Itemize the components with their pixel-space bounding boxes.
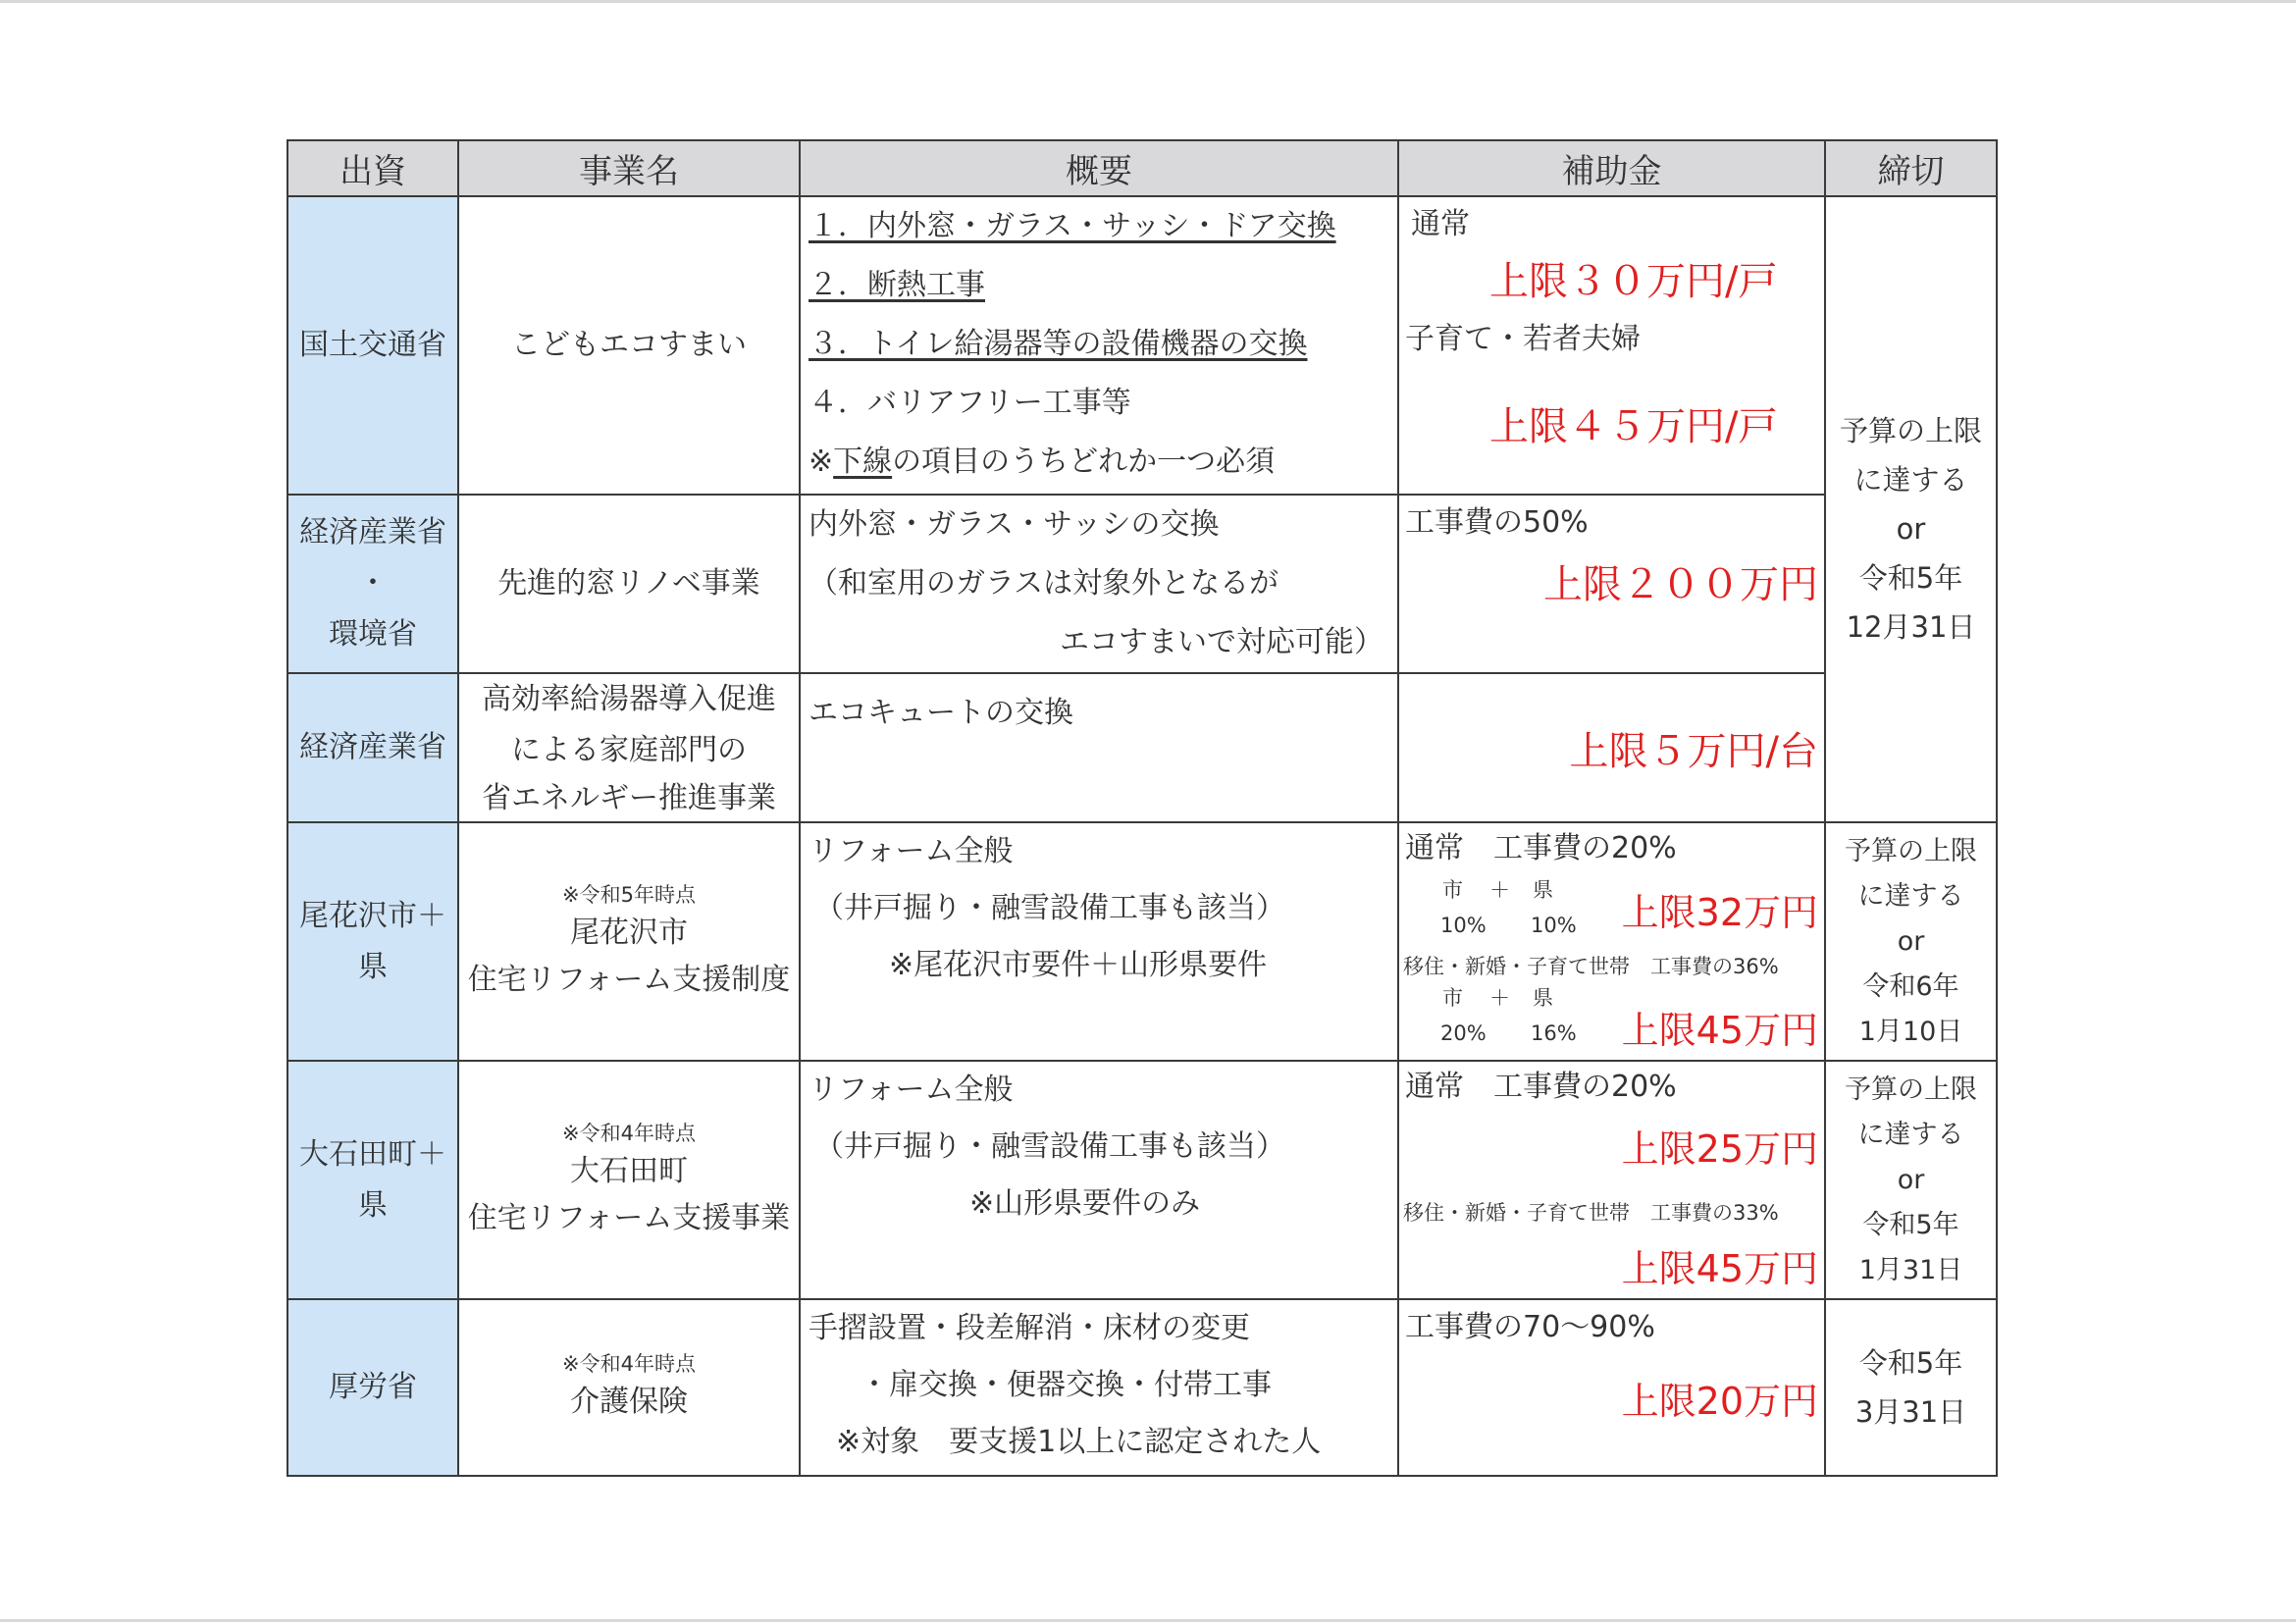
name-cell (458, 495, 800, 673)
project-name: による家庭部門の (511, 733, 747, 767)
deadline-cell (1825, 822, 1997, 1061)
subsidy-cell (1398, 1299, 1825, 1476)
subsidy-amount: 上限２００万円 (1543, 562, 1818, 607)
header-subsidy: 補助金 (1398, 140, 1825, 196)
note-mark: ※ (809, 445, 834, 479)
project-name: 高効率給湯器導入促進 (482, 682, 776, 716)
deadline-line: or (1897, 925, 1925, 957)
subsidy-cell (1398, 1061, 1825, 1299)
table-row (287, 1061, 1997, 1299)
summary-item: ２．断熱工事 (809, 268, 985, 302)
summary-item: 手摺設置・段差解消・床材の変更 (809, 1311, 1250, 1345)
subsidy-detail (1399, 823, 1824, 1060)
deadline-line: or (1896, 512, 1926, 546)
fund-text: 経済産業省 (299, 515, 446, 550)
deadline-cell (1825, 1299, 1997, 1476)
summary-cell (800, 495, 1398, 673)
summary-cell (800, 196, 1398, 495)
summary-item: リフォーム全般 (809, 1073, 1014, 1107)
table-row (287, 1299, 1997, 1476)
city-rate: 20% (1440, 1021, 1487, 1045)
project-name: 省エネルギー推進事業 (482, 781, 776, 815)
fund-cell (287, 822, 458, 1061)
subsidy-cell (1398, 495, 1825, 673)
summary-note (801, 433, 1397, 492)
summary-item: ※対象 要支援1以上に認定された人 (836, 1425, 1322, 1459)
subsidy-label: 子育て・若者夫婦 (1405, 322, 1641, 356)
deadline-line: 3月31日 (1854, 1395, 1967, 1429)
header-fund: 出資 (287, 140, 458, 196)
as-of-note: ※令和4年時点 (562, 1352, 696, 1376)
subsidy-label: 移住・新婚・子育て世帯 工事費の36% (1403, 955, 1779, 978)
deadline-line: 令和5年 (1858, 1346, 1963, 1380)
subsidy-amount: 上限３０万円/戸 (1489, 259, 1778, 304)
deadline-line: 予算の上限 (1845, 835, 1977, 866)
fund-cell (287, 495, 458, 673)
deadline-line: 12月31日 (1846, 610, 1976, 644)
deadline-line: 1月31日 (1858, 1254, 1963, 1285)
subsidy-label: 工事費の50% (1405, 505, 1589, 540)
name-cell (458, 1299, 800, 1476)
project-name: 住宅リフォーム支援事業 (467, 1200, 791, 1235)
plus-label: ＋ (1489, 878, 1510, 902)
pref-label: 県 (1533, 878, 1553, 902)
project-name: 介護保険 (570, 1385, 688, 1419)
project-name: 先進的窓リノベ事業 (497, 566, 760, 601)
subsidy-amount: 上限４５万円/戸 (1489, 404, 1778, 449)
pref-rate: 10% (1531, 914, 1577, 937)
summary-item: （和室用のガラスは対象外となるが (809, 566, 1279, 601)
summary-item: １．内外窓・ガラス・サッシ・ドア交換 (809, 209, 1336, 243)
scan-edge-top (0, 0, 2296, 3)
fund-text: 大石田町＋県 (299, 1136, 446, 1223)
deadline-line: 1月10日 (1858, 1016, 1963, 1047)
subsidy-cell (1398, 822, 1825, 1061)
project-name: こどもエコすまい (511, 328, 747, 362)
summary-item: エコすまいで対応可能） (1060, 625, 1383, 659)
deadline-line: 予算の上限 (1845, 1073, 1977, 1105)
project-name: 尾花沢市 (570, 915, 688, 950)
summary-cell (800, 1061, 1398, 1299)
project-name: 大石田町 (570, 1153, 688, 1188)
subsidy-amount: 上限25万円 (1621, 1127, 1818, 1171)
fund-text: ・ (358, 566, 388, 601)
deadline-line: に達する (1853, 463, 1968, 497)
summary-item: ※山形県要件のみ (969, 1186, 1201, 1221)
subsidy-amount: 上限32万円 (1621, 891, 1818, 934)
summary-item: エコキュートの交換 (809, 696, 1073, 730)
subsidy-amount: 上限20万円 (1621, 1380, 1818, 1423)
summary-cell (800, 822, 1398, 1061)
deadline-line: 令和6年 (1862, 970, 1959, 1002)
deadline-line: 令和5年 (1858, 561, 1963, 595)
subsidy-label: 通常 工事費の20% (1405, 831, 1677, 865)
deadline-line: 令和5年 (1862, 1209, 1959, 1240)
subsidy-label: 通常 (1411, 207, 1470, 241)
name-cell (458, 673, 800, 822)
subsidy-label: 通常 工事費の20% (1405, 1070, 1677, 1104)
table-row (287, 673, 1997, 822)
summary-cell (800, 673, 1398, 822)
pref-label: 県 (1533, 986, 1553, 1010)
subsidy-label: 工事費の70～90% (1405, 1310, 1655, 1344)
fund-cell (287, 1299, 458, 1476)
subsidy-cell (1398, 196, 1825, 495)
subsidy-amount: 上限45万円 (1621, 1247, 1818, 1290)
city-label: 市 (1442, 878, 1463, 902)
deadline-cell (1825, 1061, 1997, 1299)
summary-item: （井戸掘り・融雪設備工事も該当） (814, 1129, 1285, 1164)
subsidy-table (287, 139, 1998, 1477)
fund-text: 国土交通省 (299, 328, 446, 362)
note-underlined: 下線 (833, 445, 893, 479)
subsidy-amount: 上限45万円 (1621, 1009, 1818, 1052)
fund-text: 厚労省 (329, 1370, 417, 1404)
summary-item: （井戸掘り・融雪設備工事も該当） (814, 891, 1285, 925)
name-cell (458, 1061, 800, 1299)
fund-cell (287, 1061, 458, 1299)
project-name: 住宅リフォーム支援制度 (467, 962, 791, 997)
header-name: 事業名 (458, 140, 800, 196)
header-deadline: 締切 (1825, 140, 1997, 196)
fund-text: 経済産業省 (299, 730, 446, 764)
deadline-line: or (1897, 1164, 1925, 1195)
subsidy-detail (1399, 1062, 1824, 1298)
summary-item: 内外窓・ガラス・サッシの交換 (809, 507, 1220, 542)
deadline-cell (1825, 196, 1997, 822)
table-row (287, 495, 1997, 673)
table-row (287, 822, 1997, 1061)
pref-rate: 16% (1531, 1021, 1577, 1045)
as-of-note: ※令和4年時点 (562, 1121, 696, 1145)
scan-edge-bottom (0, 1619, 2296, 1622)
subsidy-cell (1398, 673, 1825, 822)
city-label: 市 (1442, 986, 1463, 1010)
summary-cell (800, 1299, 1398, 1476)
subsidy-amount: 上限５万円/台 (1569, 728, 1818, 774)
as-of-note: ※令和5年時点 (562, 882, 696, 907)
deadline-line: に達する (1857, 1119, 1964, 1150)
fund-cell (287, 673, 458, 822)
summary-item: ※尾花沢市要件＋山形県要件 (889, 948, 1268, 982)
table-row (287, 196, 1997, 495)
plus-label: ＋ (1489, 986, 1510, 1010)
note-text: の項目のうちどれか一つ必須 (892, 445, 1276, 479)
fund-text: 環境省 (329, 617, 417, 652)
fund-text: 尾花沢市＋県 (299, 898, 446, 984)
name-cell (458, 822, 800, 1061)
fund-cell (287, 196, 458, 495)
city-rate: 10% (1440, 914, 1487, 937)
deadline-line: 予算の上限 (1839, 414, 1982, 447)
header-row (287, 140, 1997, 196)
summary-item: ４．バリアフリー工事等 (809, 386, 1131, 420)
name-cell (458, 196, 800, 495)
summary-item: ３．トイレ給湯器等の設備機器の交換 (809, 327, 1308, 361)
subsidy-label: 移住・新婚・子育て世帯 工事費の33% (1403, 1201, 1779, 1225)
header-summary: 概要 (800, 140, 1398, 196)
summary-item: リフォーム全般 (809, 834, 1014, 868)
summary-item: ・扉交換・便器交換・付帯工事 (860, 1368, 1272, 1402)
deadline-line: に達する (1857, 880, 1964, 912)
